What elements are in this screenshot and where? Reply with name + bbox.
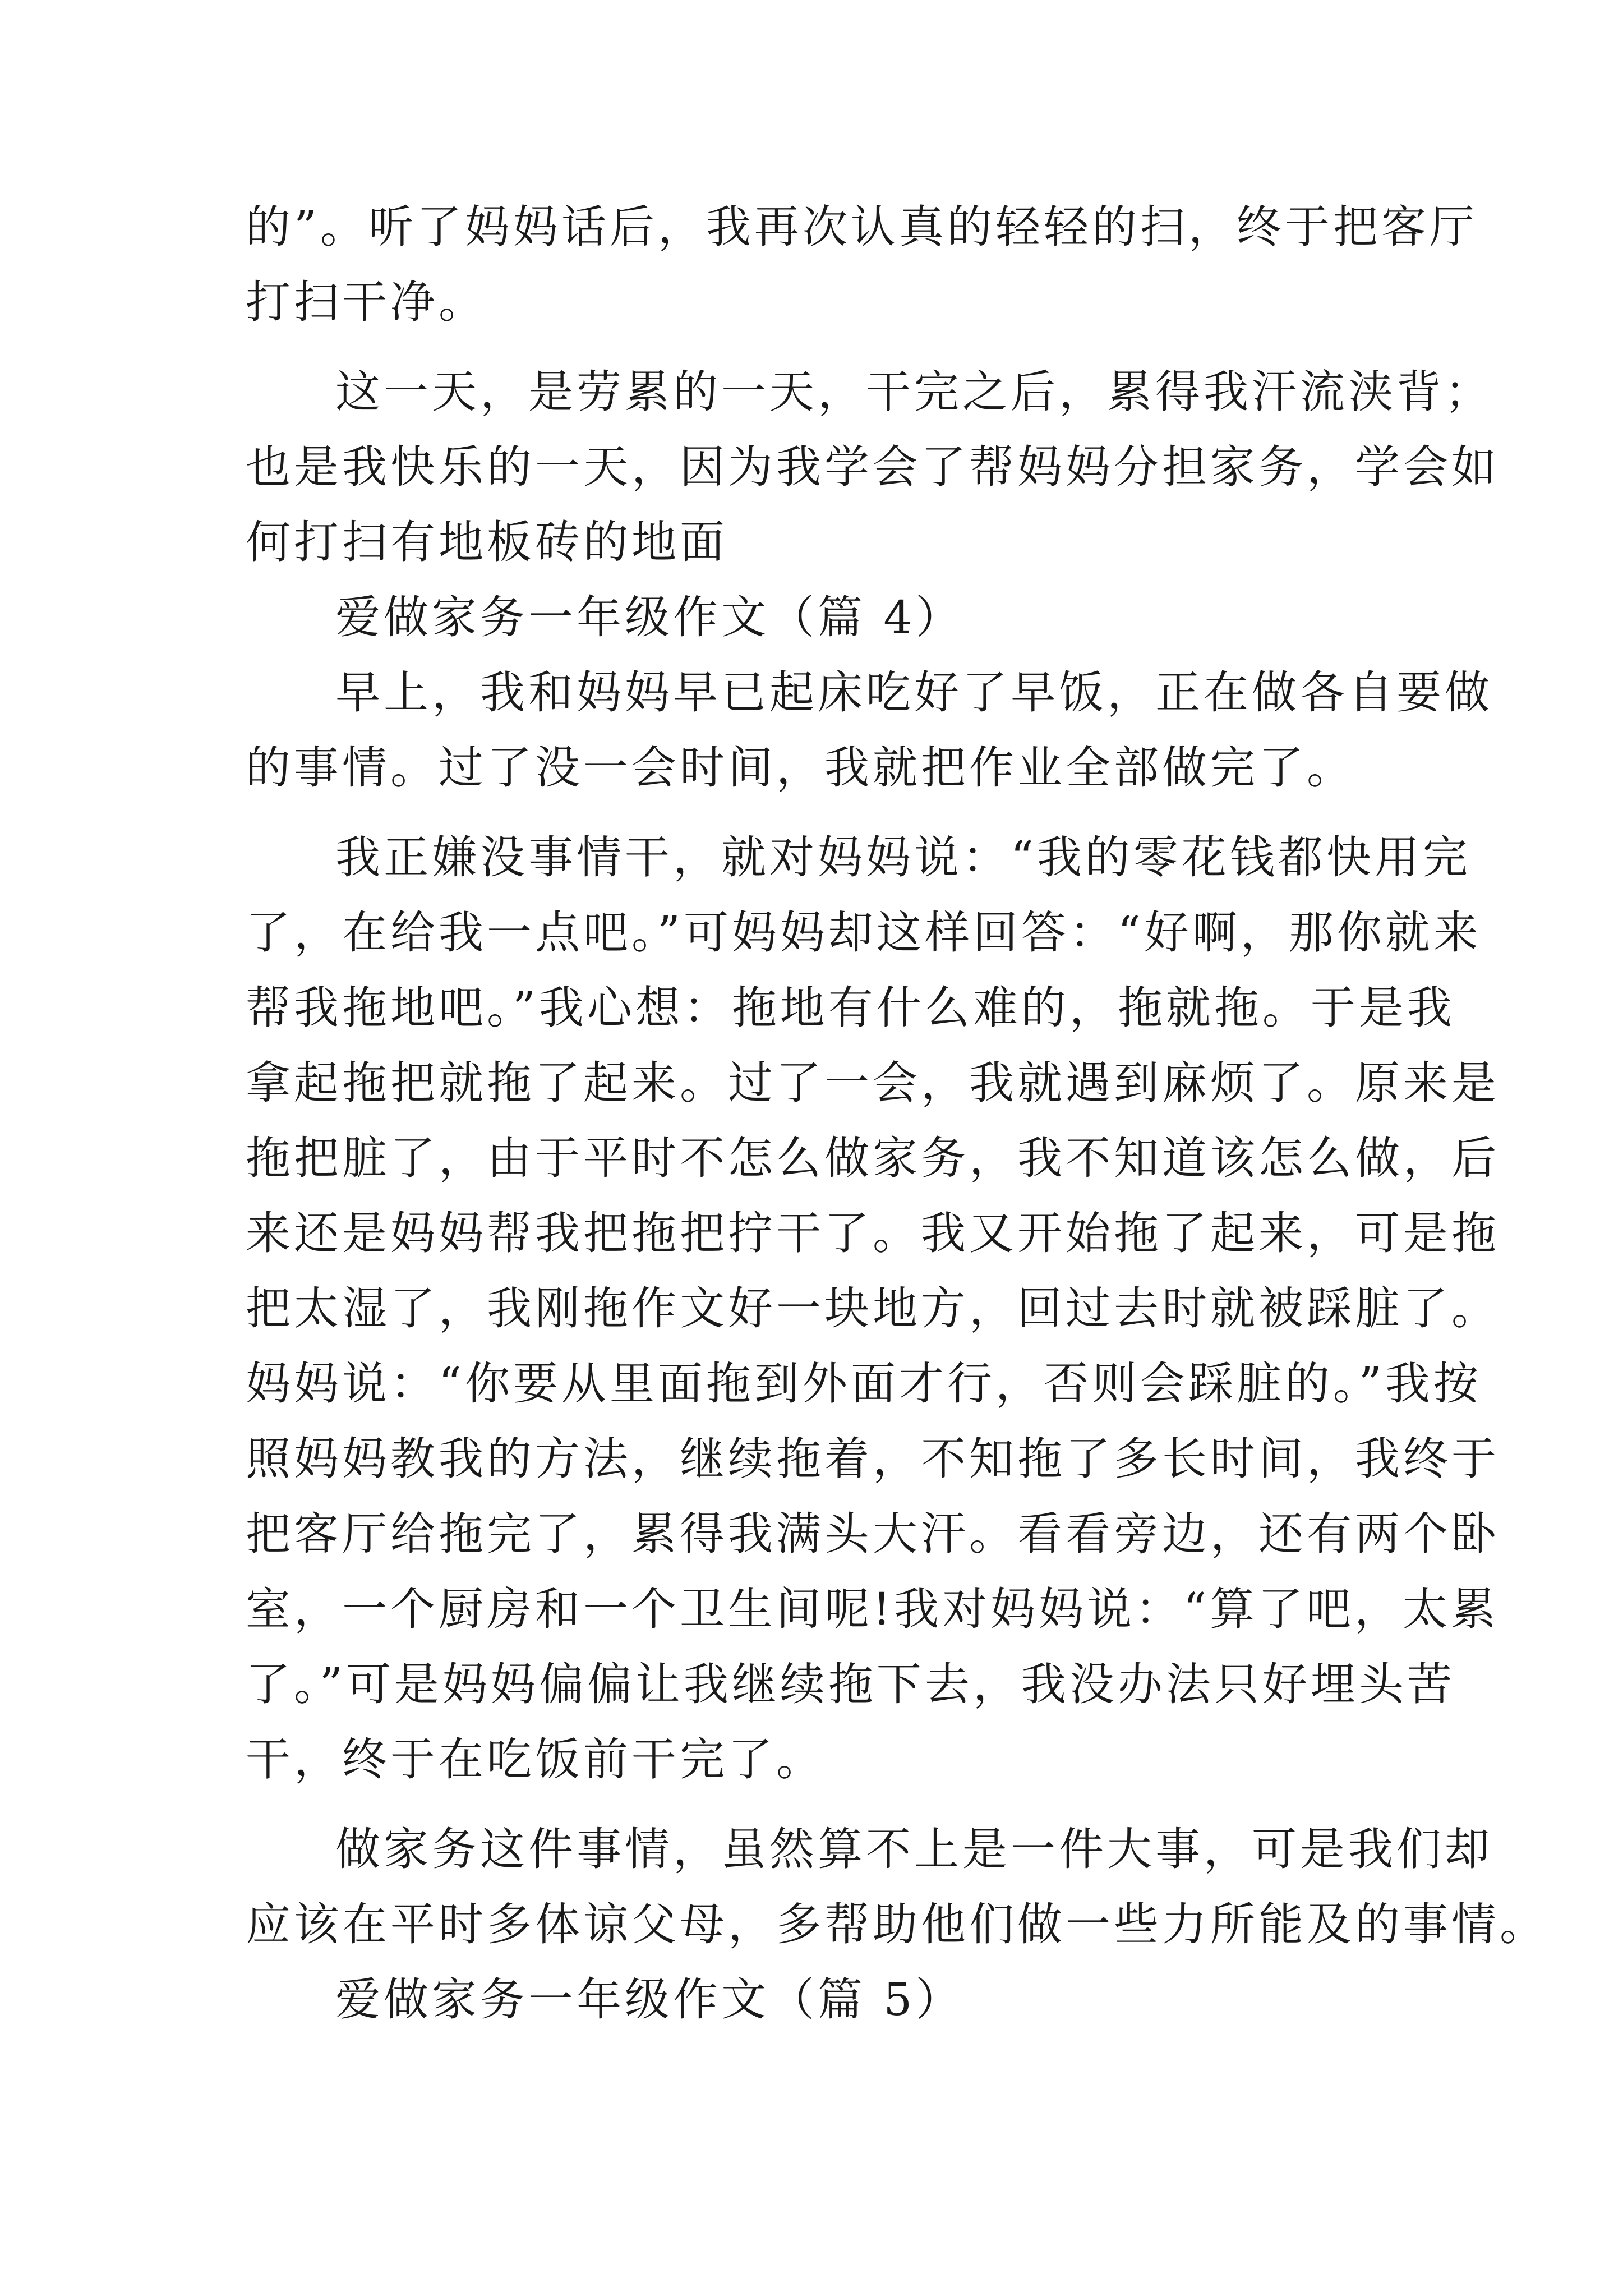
paragraph-line: 室，一个厨房和一个卫生间呢!我对妈妈说：“算了吧，太累: [246, 1583, 1500, 1635]
section-heading: 爱做家务一年级作文（篇 4）: [335, 591, 964, 643]
essay-body: [246, 190, 1548, 2037]
paragraph-line: 把太湿了，我刚拖作文好一块地方，回过去时就被踩脏了。: [246, 1282, 1500, 1335]
paragraph-line: 了，在给我一点吧。”可妈妈却这样回答：“好啊，那你就来: [246, 907, 1482, 959]
paragraph-line: 拖把脏了，由于平时不怎么做家务，我不知道该怎么做，后: [246, 1132, 1500, 1184]
paragraph-line: 我正嫌没事情干，就对妈妈说：“我的零花钱都快用完: [335, 831, 1471, 884]
section-heading: 爱做家务一年级作文（篇 5）: [335, 1973, 964, 2026]
paragraph-line: 了。”可是妈妈偏偏让我继续拖下去，我没办法只好埋头苦: [246, 1658, 1455, 1710]
paragraph-line: 拿起拖把就拖了起来。过了一会，我就遇到麻烦了。原来是: [246, 1057, 1500, 1109]
paragraph-line: 打扫干净。: [246, 276, 487, 328]
paragraph-line: 来还是妈妈帮我把拖把拧干了。我又开始拖了起来，可是拖: [246, 1207, 1500, 1259]
paragraph-line: 把客厅给拖完了，累得我满头大汗。看看旁边，还有两个卧: [246, 1508, 1500, 1560]
paragraph-line: 的事情。过了没一会时间，我就把作业全部做完了。: [246, 742, 1355, 794]
paragraph-line: 照妈妈教我的方法，继续拖着，不知拖了多长时间，我终于: [246, 1433, 1500, 1485]
paragraph-line: 做家务这件事情，虽然算不上是一件大事，可是我们却: [335, 1823, 1493, 1875]
paragraph-line: 何打扫有地板砖的地面: [246, 516, 728, 568]
paragraph-line: 帮我拖地吧。”我心想：拖地有什么难的，拖就拖。于是我: [246, 982, 1455, 1034]
paragraph-line: 这一天，是劳累的一天，干完之后，累得我汗流浃背；: [335, 366, 1493, 418]
paragraph-line: 妈妈说：“你要从里面拖到外面才行，否则会踩脏的。”我按: [246, 1358, 1482, 1410]
paragraph-line: 的”。听了妈妈话后，我再次认真的轻轻的扫，终于把客厅: [246, 201, 1478, 253]
paragraph-line: 干，终于在吃饭前干完了。: [246, 1733, 824, 1786]
paragraph-line: 应该在平时多体谅父母，多帮助他们做一些力所能及的事情。: [246, 1898, 1548, 1950]
paragraph-line: 早上，我和妈妈早已起床吃好了早饭，正在做各自要做: [335, 666, 1493, 719]
paragraph-line: 也是我快乐的一天，因为我学会了帮妈妈分担家务，学会如: [246, 441, 1500, 493]
